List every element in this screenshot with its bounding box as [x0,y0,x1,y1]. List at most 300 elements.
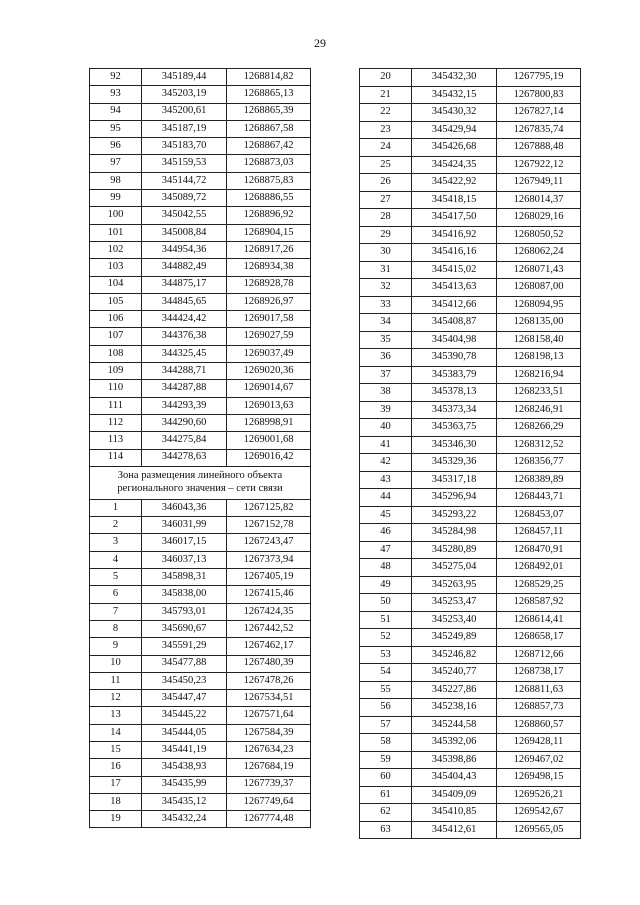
x-coordinate-cell: 346043,36 [142,499,227,516]
table-row [360,69,581,87]
y-coordinate-cell: 1269016,42 [227,449,311,466]
point-number-cell: 59 [360,751,412,769]
y-coordinate-cell: 1269017,58 [227,311,311,328]
point-number-cell: 105 [90,293,142,310]
y-coordinate-cell: 1267684,19 [227,759,311,776]
point-number-cell: 50 [360,594,412,612]
x-coordinate-cell: 345690,67 [142,620,227,637]
table-row [90,811,311,828]
table-row [90,69,311,86]
y-coordinate-cell: 1269020,36 [227,363,311,380]
table-row [90,397,311,414]
point-number-cell: 45 [360,506,412,524]
table-row [360,419,581,437]
point-number-cell: 40 [360,419,412,437]
x-coordinate-cell: 345227,86 [412,681,497,699]
y-coordinate-cell: 1268811,63 [497,681,581,699]
table-row [360,86,581,104]
table-row [90,190,311,207]
x-coordinate-cell: 345392,06 [412,734,497,752]
y-coordinate-cell: 1269498,15 [497,769,581,787]
y-coordinate-cell: 1268712,66 [497,646,581,664]
x-coordinate-cell: 345238,16 [412,699,497,717]
y-coordinate-cell: 1268233,51 [497,384,581,402]
table-row [90,138,311,155]
y-coordinate-cell: 1267774,48 [227,811,311,828]
point-number-cell: 43 [360,471,412,489]
x-coordinate-cell: 345415,02 [412,261,497,279]
point-number-cell: 36 [360,349,412,367]
table-row [360,261,581,279]
table-row [360,156,581,174]
y-coordinate-cell: 1268886,55 [227,190,311,207]
section-heading-row [90,466,311,499]
y-coordinate-cell: 1268814,82 [227,69,311,86]
point-number-cell: 53 [360,646,412,664]
x-coordinate-cell: 345591,29 [142,638,227,655]
table-row [90,345,311,362]
y-coordinate-cell: 1267739,37 [227,776,311,793]
x-coordinate-cell: 345253,40 [412,611,497,629]
point-number-cell: 95 [90,120,142,137]
point-number-cell: 48 [360,559,412,577]
table-row [360,104,581,122]
y-coordinate-cell: 1267152,78 [227,517,311,534]
y-coordinate-cell: 1269565,05 [497,821,581,839]
table-row [360,349,581,367]
y-coordinate-cell: 1269001,68 [227,432,311,449]
y-coordinate-cell: 1269542,67 [497,804,581,822]
point-number-cell: 10 [90,655,142,672]
y-coordinate-cell: 1267584,39 [227,724,311,741]
x-coordinate-cell: 345317,18 [412,471,497,489]
y-coordinate-cell: 1268860,57 [497,716,581,734]
section-heading: Зона размещения линейного объекта регионального значения – сети связи [90,466,311,499]
table-row [360,769,581,787]
table-row [360,716,581,734]
point-number-cell: 58 [360,734,412,752]
x-coordinate-cell: 345189,44 [142,69,227,86]
x-coordinate-cell: 344424,42 [142,311,227,328]
point-number-cell: 54 [360,664,412,682]
x-coordinate-cell: 345447,47 [142,690,227,707]
table-row [90,241,311,258]
x-coordinate-cell: 345416,16 [412,244,497,262]
y-coordinate-cell: 1268928,78 [227,276,311,293]
y-coordinate-cell: 1268062,24 [497,244,581,262]
point-number-cell: 18 [90,793,142,810]
x-coordinate-cell: 344275,84 [142,432,227,449]
x-coordinate-cell: 345293,22 [412,506,497,524]
y-coordinate-cell: 1267949,11 [497,174,581,192]
point-number-cell: 63 [360,821,412,839]
x-coordinate-cell: 345445,22 [142,707,227,724]
point-number-cell: 96 [90,138,142,155]
table-row [360,401,581,419]
x-coordinate-cell: 345435,12 [142,793,227,810]
y-coordinate-cell: 1268896,92 [227,207,311,224]
y-coordinate-cell: 1267922,12 [497,156,581,174]
y-coordinate-cell: 1268492,01 [497,559,581,577]
y-coordinate-cell: 1269013,63 [227,397,311,414]
point-number-cell: 109 [90,363,142,380]
y-coordinate-cell: 1268443,71 [497,489,581,507]
x-coordinate-cell: 344288,71 [142,363,227,380]
y-coordinate-cell: 1267125,82 [227,499,311,516]
table-row [90,551,311,568]
y-coordinate-cell: 1268873,03 [227,155,311,172]
table-row [360,699,581,717]
y-coordinate-cell: 1267442,52 [227,620,311,637]
point-number-cell: 94 [90,103,142,120]
table-row [360,541,581,559]
point-number-cell: 62 [360,804,412,822]
x-coordinate-cell: 345378,13 [412,384,497,402]
table-row [360,594,581,612]
y-coordinate-cell: 1267827,14 [497,104,581,122]
x-coordinate-cell: 345346,30 [412,436,497,454]
point-number-cell: 52 [360,629,412,647]
table-row [360,244,581,262]
x-coordinate-cell: 345398,86 [412,751,497,769]
point-number-cell: 46 [360,524,412,542]
x-coordinate-cell: 344290,60 [142,414,227,431]
x-coordinate-cell: 344287,88 [142,380,227,397]
point-number-cell: 32 [360,279,412,297]
table-row [360,786,581,804]
point-number-cell: 114 [90,449,142,466]
x-coordinate-cell: 345838,00 [142,586,227,603]
table-row [360,524,581,542]
y-coordinate-cell: 1268587,92 [497,594,581,612]
point-number-cell: 14 [90,724,142,741]
x-coordinate-cell: 345438,93 [142,759,227,776]
x-coordinate-cell: 345432,24 [142,811,227,828]
x-coordinate-cell: 345412,66 [412,296,497,314]
point-number-cell: 22 [360,104,412,122]
x-coordinate-cell: 346031,99 [142,517,227,534]
x-coordinate-cell: 345793,01 [142,603,227,620]
y-coordinate-cell: 1267800,83 [497,86,581,104]
table-row [360,314,581,332]
point-number-cell: 28 [360,209,412,227]
y-coordinate-cell: 1267534,51 [227,690,311,707]
table-row [90,620,311,637]
x-coordinate-cell: 345409,09 [412,786,497,804]
point-number-cell: 23 [360,121,412,139]
table-row [360,174,581,192]
x-coordinate-cell: 345183,70 [142,138,227,155]
x-coordinate-cell: 346017,15 [142,534,227,551]
table-row [360,296,581,314]
table-row [90,293,311,310]
y-coordinate-cell: 1268453,07 [497,506,581,524]
x-coordinate-cell: 345253,47 [412,594,497,612]
x-coordinate-cell: 345418,15 [412,191,497,209]
point-number-cell: 4 [90,551,142,568]
point-number-cell: 42 [360,454,412,472]
x-coordinate-cell: 345363,75 [412,419,497,437]
y-coordinate-cell: 1268135,00 [497,314,581,332]
point-number-cell: 38 [360,384,412,402]
table-row [360,366,581,384]
x-coordinate-cell: 345426,68 [412,139,497,157]
point-number-cell: 21 [360,86,412,104]
table-row [360,436,581,454]
x-coordinate-cell: 345441,19 [142,741,227,758]
y-coordinate-cell: 1267571,64 [227,707,311,724]
point-number-cell: 103 [90,259,142,276]
y-coordinate-cell: 1268246,91 [497,401,581,419]
x-coordinate-cell: 345432,15 [412,86,497,104]
point-number-cell: 57 [360,716,412,734]
point-number-cell: 33 [360,296,412,314]
y-coordinate-cell: 1268738,17 [497,664,581,682]
point-number-cell: 11 [90,672,142,689]
table-row [90,517,311,534]
right-table-body [360,69,581,839]
point-number-cell: 12 [90,690,142,707]
table-row [360,331,581,349]
y-coordinate-cell: 1268266,29 [497,419,581,437]
y-coordinate-cell: 1268614,41 [497,611,581,629]
table-row [90,328,311,345]
x-coordinate-cell: 345404,98 [412,331,497,349]
x-coordinate-cell: 345159,53 [142,155,227,172]
point-number-cell: 49 [360,576,412,594]
table-row [90,690,311,707]
point-number-cell: 20 [360,69,412,87]
point-number-cell: 2 [90,517,142,534]
x-coordinate-cell: 344376,38 [142,328,227,345]
point-number-cell: 100 [90,207,142,224]
point-number-cell: 112 [90,414,142,431]
table-row [360,121,581,139]
y-coordinate-cell: 1268867,42 [227,138,311,155]
y-coordinate-cell: 1268356,77 [497,454,581,472]
x-coordinate-cell: 345240,77 [412,664,497,682]
x-coordinate-cell: 345898,31 [142,569,227,586]
page-number: 29 [314,36,326,50]
x-coordinate-cell: 344882,49 [142,259,227,276]
point-number-cell: 92 [90,69,142,86]
x-coordinate-cell: 344293,39 [142,397,227,414]
y-coordinate-cell: 1268389,89 [497,471,581,489]
y-coordinate-cell: 1268867,58 [227,120,311,137]
y-coordinate-cell: 1268050,52 [497,226,581,244]
x-coordinate-cell: 345410,85 [412,804,497,822]
x-coordinate-cell: 345203,19 [142,86,227,103]
x-coordinate-cell: 345244,58 [412,716,497,734]
table-row [360,576,581,594]
table-row [90,103,311,120]
x-coordinate-cell: 345417,50 [412,209,497,227]
point-number-cell: 13 [90,707,142,724]
coordinates-table-right [359,68,581,839]
point-number-cell: 17 [90,776,142,793]
y-coordinate-cell: 1268216,94 [497,366,581,384]
y-coordinate-cell: 1268904,15 [227,224,311,241]
x-coordinate-cell: 345296,94 [412,489,497,507]
point-number-cell: 56 [360,699,412,717]
y-coordinate-cell: 1268865,39 [227,103,311,120]
table-row [360,454,581,472]
table-row [360,681,581,699]
x-coordinate-cell: 344954,36 [142,241,227,258]
table-row [360,191,581,209]
point-number-cell: 101 [90,224,142,241]
point-number-cell: 8 [90,620,142,637]
y-coordinate-cell: 1269467,02 [497,751,581,769]
y-coordinate-cell: 1267424,35 [227,603,311,620]
y-coordinate-cell: 1267243,47 [227,534,311,551]
y-coordinate-cell: 1269037,49 [227,345,311,362]
x-coordinate-cell: 345042,55 [142,207,227,224]
y-coordinate-cell: 1267415,46 [227,586,311,603]
y-coordinate-cell: 1268071,43 [497,261,581,279]
x-coordinate-cell: 345450,23 [142,672,227,689]
table-row [90,534,311,551]
y-coordinate-cell: 1267634,23 [227,741,311,758]
y-coordinate-cell: 1268198,13 [497,349,581,367]
point-number-cell: 44 [360,489,412,507]
x-coordinate-cell: 345187,19 [142,120,227,137]
x-coordinate-cell: 345413,63 [412,279,497,297]
y-coordinate-cell: 1268312,52 [497,436,581,454]
x-coordinate-cell: 345430,32 [412,104,497,122]
table-row [360,139,581,157]
x-coordinate-cell: 345373,34 [412,401,497,419]
point-number-cell: 93 [90,86,142,103]
table-row [360,279,581,297]
y-coordinate-cell: 1269428,11 [497,734,581,752]
table-row [90,86,311,103]
x-coordinate-cell: 344875,17 [142,276,227,293]
table-row [90,759,311,776]
x-coordinate-cell: 345089,72 [142,190,227,207]
table-row [90,311,311,328]
left-table-body-top [90,69,311,467]
table-row [90,793,311,810]
coordinates-table-left [89,68,311,828]
table-row [90,380,311,397]
y-coordinate-cell: 1268934,38 [227,259,311,276]
point-number-cell: 31 [360,261,412,279]
table-row [90,586,311,603]
table-row [90,432,311,449]
table-row [360,804,581,822]
x-coordinate-cell: 345412,61 [412,821,497,839]
table-row [90,449,311,466]
x-coordinate-cell: 345275,04 [412,559,497,577]
table-row [360,471,581,489]
table-row [360,734,581,752]
y-coordinate-cell: 1267795,19 [497,69,581,87]
point-number-cell: 15 [90,741,142,758]
point-number-cell: 30 [360,244,412,262]
point-number-cell: 61 [360,786,412,804]
x-coordinate-cell: 345432,30 [412,69,497,87]
point-number-cell: 108 [90,345,142,362]
y-coordinate-cell: 1268087,00 [497,279,581,297]
y-coordinate-cell: 1267478,26 [227,672,311,689]
point-number-cell: 9 [90,638,142,655]
x-coordinate-cell: 345390,78 [412,349,497,367]
point-number-cell: 27 [360,191,412,209]
y-coordinate-cell: 1268865,13 [227,86,311,103]
y-coordinate-cell: 1268857,73 [497,699,581,717]
y-coordinate-cell: 1267749,64 [227,793,311,810]
table-row [90,672,311,689]
table-row [90,414,311,431]
point-number-cell: 37 [360,366,412,384]
table-row [360,821,581,839]
y-coordinate-cell: 1267888,48 [497,139,581,157]
point-number-cell: 55 [360,681,412,699]
x-coordinate-cell: 344845,65 [142,293,227,310]
point-number-cell: 3 [90,534,142,551]
x-coordinate-cell: 345284,98 [412,524,497,542]
x-coordinate-cell: 345408,87 [412,314,497,332]
point-number-cell: 107 [90,328,142,345]
y-coordinate-cell: 1268926,97 [227,293,311,310]
left-table-body-bottom [90,499,311,828]
x-coordinate-cell: 345383,79 [412,366,497,384]
y-coordinate-cell: 1268029,16 [497,209,581,227]
point-number-cell: 51 [360,611,412,629]
y-coordinate-cell: 1268917,26 [227,241,311,258]
y-coordinate-cell: 1268658,17 [497,629,581,647]
table-row [90,638,311,655]
x-coordinate-cell: 345435,99 [142,776,227,793]
table-row [360,384,581,402]
x-coordinate-cell: 345200,61 [142,103,227,120]
y-coordinate-cell: 1267480,39 [227,655,311,672]
table-row [360,559,581,577]
y-coordinate-cell: 1268014,37 [497,191,581,209]
x-coordinate-cell: 345246,82 [412,646,497,664]
point-number-cell: 16 [90,759,142,776]
table-row [360,506,581,524]
table-row [90,741,311,758]
y-coordinate-cell: 1268529,25 [497,576,581,594]
x-coordinate-cell: 345416,92 [412,226,497,244]
table-row [90,569,311,586]
point-number-cell: 1 [90,499,142,516]
table-row [90,776,311,793]
table-row [360,209,581,227]
x-coordinate-cell: 344278,63 [142,449,227,466]
table-row [360,646,581,664]
table-row [90,363,311,380]
y-coordinate-cell: 1268998,91 [227,414,311,431]
table-row [90,276,311,293]
table-row [90,224,311,241]
table-row [360,751,581,769]
point-number-cell: 7 [90,603,142,620]
table-row [90,499,311,516]
point-number-cell: 19 [90,811,142,828]
table-row [360,489,581,507]
point-number-cell: 34 [360,314,412,332]
point-number-cell: 98 [90,172,142,189]
point-number-cell: 35 [360,331,412,349]
x-coordinate-cell: 345444,05 [142,724,227,741]
point-number-cell: 104 [90,276,142,293]
table-row [360,611,581,629]
table-row [90,172,311,189]
point-number-cell: 113 [90,432,142,449]
